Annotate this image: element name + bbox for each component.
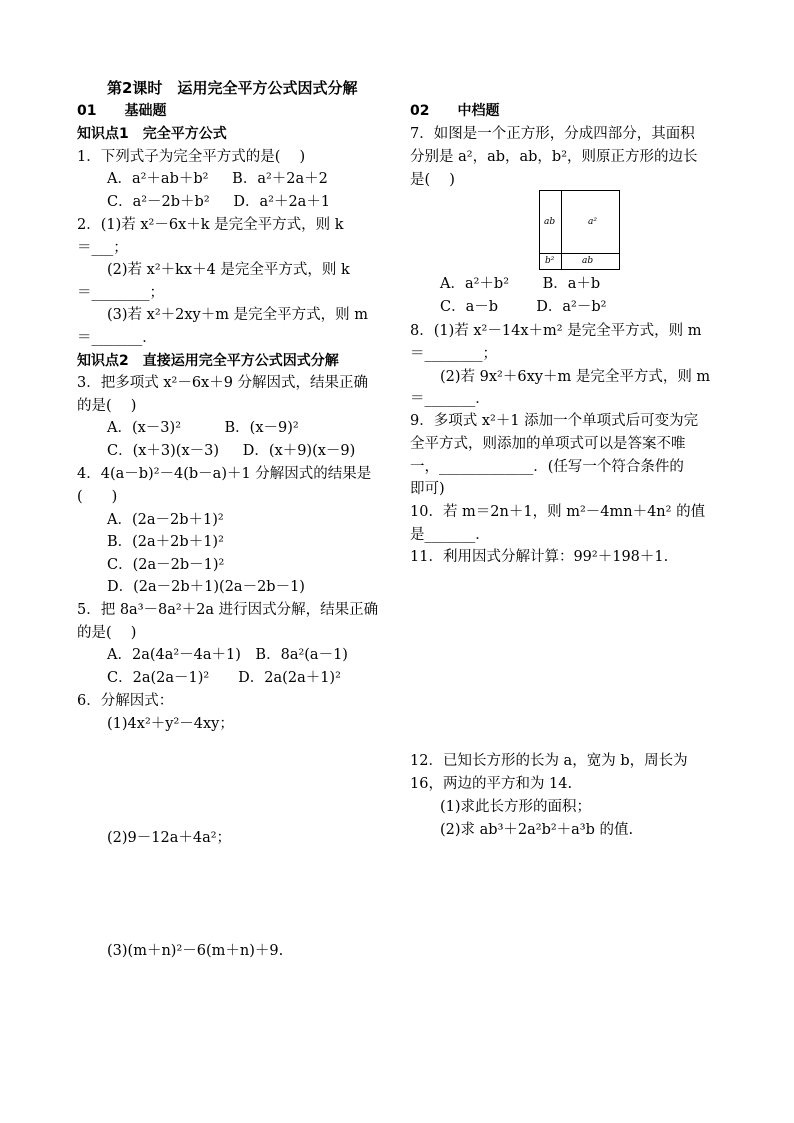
q6-part-1: (1)4x²＋y²－4xy； bbox=[107, 716, 234, 732]
figure-vertical-divider bbox=[561, 191, 562, 269]
q4-option-c: C．(2a－2b－1)² bbox=[107, 557, 225, 573]
question-8: 8．(1)若 x²－14x＋m² 是完全平方式，则 m bbox=[410, 323, 702, 339]
q1-options-cd: C．a²－2b＋b² D．a²＋2a＋1 bbox=[107, 194, 331, 210]
section-intermediate: 02 中档题 bbox=[410, 103, 500, 119]
figure-label-top-right: a² bbox=[588, 217, 597, 227]
q9-stem-line-2: 全平方式，则添加的单项式可以是答案不唯 bbox=[410, 436, 686, 452]
figure-label-bottom-left: b² bbox=[545, 256, 555, 266]
q7-stem-line-2: 分别是 a²，ab，ab，b²，则原正方形的边长 bbox=[410, 149, 698, 165]
q6-part-2: (2)9－12a＋4a²； bbox=[107, 830, 232, 846]
figure-horizontal-divider bbox=[540, 253, 619, 254]
lesson-title: 第2课时 运用完全平方公式因式分解 bbox=[107, 79, 358, 97]
q2-blank-3: ＝_______． bbox=[77, 330, 157, 346]
knowledge-point-2: 知识点2 直接运用完全平方公式因式分解 bbox=[77, 353, 339, 369]
figure-label-bottom-right: ab bbox=[582, 256, 594, 266]
question-7: 7．如图是一个正方形，分成四部分，其面积 bbox=[410, 126, 695, 142]
q8-blank-1: ＝________； bbox=[410, 346, 497, 362]
q2-part-2: (2)若 x²＋kx＋4 是完全平方式，则 k bbox=[107, 262, 350, 278]
q3-options-ab: A．(x－3)² B．(x－9)² bbox=[107, 420, 299, 436]
question-11: 11．利用因式分解计算：99²＋198＋1. bbox=[410, 549, 669, 565]
q10-blank: 是_______． bbox=[410, 527, 490, 543]
q7-stem-line-3: 是( ) bbox=[410, 172, 455, 188]
question-6: 6．分解因式： bbox=[77, 693, 174, 709]
figure-label-top-left: ab bbox=[544, 217, 556, 227]
question-3: 3．把多项式 x²－6x＋9 分解因式，结果正确 bbox=[77, 375, 369, 391]
q8-blank-2: ＝_______． bbox=[410, 391, 490, 407]
question-4: 4．4(a－b)²－4(b－a)＋1 分解因式的结果是 bbox=[77, 466, 372, 482]
knowledge-point-1: 知识点1 完全平方公式 bbox=[77, 126, 227, 142]
q4-option-b: B．(2a＋2b＋1)² bbox=[107, 534, 224, 550]
q3-stem-cont: 的是( ) bbox=[77, 398, 137, 414]
q4-option-d: D．(2a－2b＋1)(2a－2b－1) bbox=[107, 579, 305, 595]
q7-options-ab: A．a²＋b² B．a＋b bbox=[440, 276, 601, 292]
q5-options-cd: C．2a(2a－1)² D．2a(2a＋1)² bbox=[107, 670, 341, 686]
q8-part-2: (2)若 9x²＋6xy＋m 是完全平方式，则 m bbox=[440, 369, 711, 385]
q12-part-1: (1)求此长方形的面积； bbox=[440, 799, 592, 815]
question-2: 2．(1)若 x²－6x＋k 是完全平方式，则 k bbox=[77, 217, 344, 233]
q12-stem-line-2: 16，两边的平方和为 14. bbox=[410, 776, 573, 792]
question-9: 9．多项式 x²＋1 添加一个单项式后可变为完 bbox=[410, 413, 699, 429]
q2-blank-1: ＝___； bbox=[77, 240, 128, 256]
q3-options-cd: C．(x＋3)(x－3) D．(x＋9)(x－9) bbox=[107, 443, 356, 459]
q9-stem-line-3: 一，_____________．(任写一个符合条件的 bbox=[410, 459, 684, 475]
question-5: 5．把 8a³－8a²＋2a 进行因式分解，结果正确 bbox=[77, 602, 379, 618]
square-figure bbox=[539, 190, 620, 270]
q5-options-ab: A．2a(4a²－4a＋1) B．8a²(a－1) bbox=[107, 647, 348, 663]
section-basic: 01 基础题 bbox=[77, 103, 167, 119]
q6-part-3: (3)(m＋n)²－6(m＋n)＋9. bbox=[107, 943, 284, 959]
q4-option-a: A．(2a－2b＋1)² bbox=[107, 512, 224, 528]
question-1: 1．下列式子为完全平方式的是( ) bbox=[77, 149, 306, 165]
q2-part-3: (3)若 x²＋2xy＋m 是完全平方式，则 m bbox=[107, 307, 368, 323]
question-10: 10．若 m＝2n＋1，则 m²－4mn＋4n² 的值 bbox=[410, 504, 706, 520]
q12-part-2: (2)求 ab³＋2a²b²＋a³b 的值. bbox=[440, 822, 634, 838]
q5-stem-cont: 的是( ) bbox=[77, 625, 137, 641]
q7-options-cd: C．a－b D．a²－b² bbox=[440, 299, 607, 315]
question-12: 12．已知长方形的长为 a，宽为 b，周长为 bbox=[410, 753, 688, 769]
q9-stem-line-4: 即可) bbox=[410, 481, 445, 497]
q1-options-ab: A．a²＋ab＋b² B．a²＋2a＋2 bbox=[107, 171, 328, 187]
q4-bracket: ( ) bbox=[77, 489, 118, 505]
q2-blank-2: ＝________； bbox=[77, 285, 164, 301]
